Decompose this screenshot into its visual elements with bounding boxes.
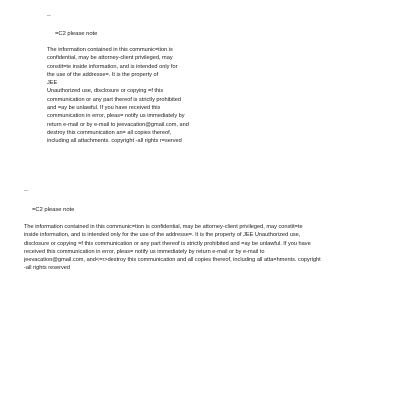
disclaimer-line: return e-mail or by e-mail to jeevacation@gmail.com, and (47, 121, 189, 128)
separator-dash-1: -- (47, 13, 51, 19)
disclaimer-line: constit=te inside information, and is intended only for (47, 63, 178, 70)
disclaimer-line: communication or any part thereof is strictly prohibited (47, 96, 181, 103)
disclaimer-line: Unauthorized use, disclosure or copying =f this (47, 88, 164, 95)
disclaimer-line: inside information, and is intended only for the use of the addresse=. It is the property of JEE Unauthorized use, (24, 232, 301, 239)
separator-dash-2: -- (24, 188, 28, 194)
disclaimer-line: -all rights reserved (24, 265, 71, 272)
disclaimer-block-2 (24, 223, 321, 273)
disclaimer-line: the use of the addresse=. It is the property of (47, 71, 159, 78)
disclaimer-line: communication in error, pleas= notify us immediately by (47, 113, 185, 120)
disclaimer-line: The information contained in this communic=tion is confidential, may be attorney-client privileged, may constit=te (24, 224, 303, 230)
disclaimer-line: JEE (47, 80, 58, 87)
disclaimer-line: received this communication in error, pleas= notify us immediately by return e-mail or by e-mail to (24, 248, 265, 255)
please-note-heading-1: =C2 please note (55, 31, 98, 37)
disclaimer-line: disclosure or copying =f this communication or any part thereof is strictly prohibited and =ay be unlawful. If you have (24, 240, 311, 247)
disclaimer-line: jeevacation@gmail.com, and<=r>destroy this communication and all copies thereof, including all atta=hments. copyright (24, 257, 321, 264)
disclaimer-line: The information contained in this communic=tion is (47, 47, 173, 53)
disclaimer-line: destroy this communication an= all copies thereof, (47, 129, 172, 136)
please-note-heading-2: =C2 please note (32, 207, 75, 213)
disclaimer-line: confidential, may be attorney-client privileged, may (47, 55, 173, 62)
disclaimer-line: including all attachments. copyright -all rights r=served (47, 138, 182, 145)
disclaimer-block-1 (47, 46, 189, 146)
disclaimer-line: and =ay be unlawful. If you have received this (47, 105, 161, 112)
